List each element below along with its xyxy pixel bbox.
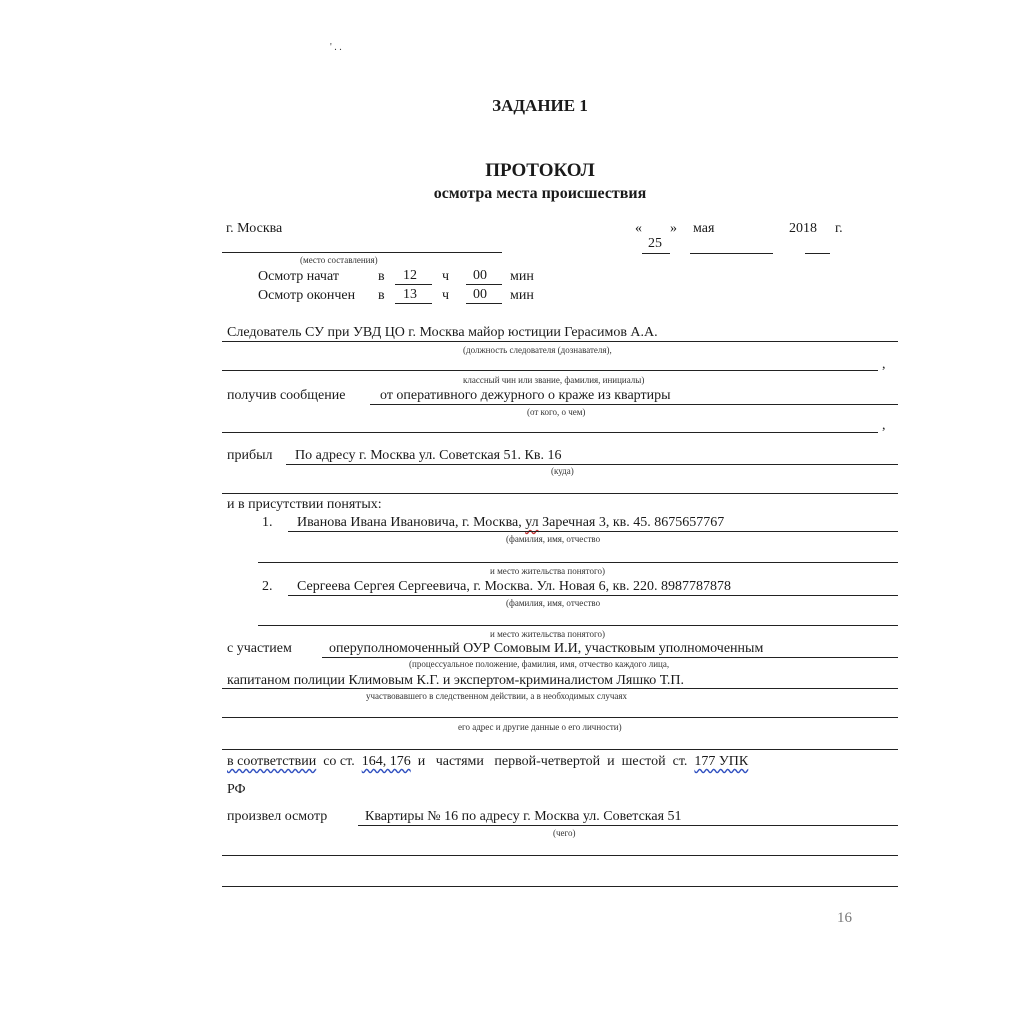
date-month-line [690,253,773,254]
date-year-suffix: г. [835,221,843,236]
participation-label: с участием [227,641,292,656]
protocol-title: ПРОТОКОЛ [485,160,595,181]
witness-2-caption-2: и место жительства понятого) [490,629,605,639]
witness-2-value: Сергеева Сергея Сергеевича, г. Москва. Ул. Новая 6, кв. 220. 8987787878 [297,579,732,594]
start-hour-unit: ч [442,269,450,284]
assignment-title: ЗАДАНИЕ 1 [492,96,588,115]
start-minute-line [466,284,502,285]
witness-2-caption-1: (фамилия, имя, отчество [506,598,601,608]
start-label: Осмотр начат [258,269,339,284]
participation-line-1 [322,657,898,658]
place-caption: (место составления) [300,255,378,265]
end-hour-line [395,303,432,304]
page-number: 16 [837,910,852,926]
witness-2-num: 2. [262,579,273,594]
inspection-label: произвел осмотр [227,809,328,824]
start-minute-unit: мин [510,269,534,284]
protocol-subtitle: осмотра места происшествия [433,185,647,202]
header-marks: ' . . [330,42,342,53]
participation-value-2: капитаном полиции Климовым К.Г. и экспертом-криминалистом Ляшко Т.П. [227,673,684,688]
accordance-word: в соответствии [227,754,317,769]
report-comma: , [882,418,886,433]
end-label: Осмотр окончен [258,288,356,303]
date-month: мая [693,221,715,236]
investigator-line [222,341,898,342]
witness-1-value: Иванова Ивана Ивановича, г. Москва, ул Заречная 3, кв. 45. 8675657767 [297,515,725,530]
participation-value-1: оперуполномоченный ОУР Сомовым И.И, участковым уполномоченным [329,641,764,656]
participation-line-4 [222,749,898,750]
date-year-line [805,253,830,254]
report-value: от оперативного дежурного о краже из квартиры [380,388,671,403]
date-year: 2018 [789,221,817,236]
witness-2-line-2 [258,625,898,626]
witness-2-line [288,595,898,596]
inspection-line-2 [222,855,898,856]
arrived-value: По адресу г. Москва ул. Советская 51. Кв. 16 [295,448,562,463]
place-line [222,252,502,253]
inspection-line-3 [222,886,898,887]
participation-line-2 [222,688,898,689]
arrived-line [286,464,898,465]
inspection-value: Квартиры № 16 по адресу г. Москва ул. Советская 51 [365,809,682,824]
participation-line-3 [222,717,898,718]
end-hour: 13 [403,287,417,302]
end-hour-unit: ч [442,288,450,303]
investigator-value: Следователь СУ при УВД ЦО г. Москва майор юстиции Герасимов А.А. [227,325,658,340]
date-day: 25 [648,236,662,251]
witness-1-line-2 [258,562,898,563]
witness-1-num: 1. [262,515,273,530]
participation-caption-3: его адрес и другие данные о его личности) [458,722,622,732]
participation-caption-2: участвовавшего в следственном действии, а в необходимых случаях [366,691,628,701]
investigator-caption-2: классный чин или звание, фамилия, инициалы) [463,375,645,385]
end-minute-line [466,303,502,304]
start-prep: в [378,269,385,284]
start-hour: 12 [403,268,417,283]
investigator-caption-1: (должность следователя (дознавателя), [463,345,612,355]
arrived-line-2 [222,493,898,494]
end-minute-unit: мин [510,288,534,303]
participation-caption-1: (процессуальное положение, фамилия, имя, отчество каждого лица, [409,659,670,669]
witnesses-label: и в присутствии понятых: [227,497,382,512]
investigator-line-2 [222,370,878,371]
end-minute: 00 [473,287,487,302]
report-line [370,404,898,405]
witness-1-caption-2: и место жительства понятого) [490,566,605,576]
report-caption: (от кого, о чем) [527,407,586,417]
start-hour-line [395,284,432,285]
investigator-comma: , [882,357,886,372]
article-ref-2: 177 УПК [694,754,749,769]
date-day-line [642,253,670,254]
start-minute: 00 [473,268,487,283]
witness-1-caption-1: (фамилия, имя, отчество [506,534,601,544]
inspection-caption: (чего) [553,828,576,838]
report-label: получив сообщение [227,388,346,403]
arrived-label: прибыл [227,448,273,463]
end-prep: в [378,288,385,303]
date-open-quote: « [635,221,642,236]
accordance-rf: РФ [227,782,246,797]
arrived-caption: (куда) [551,466,574,476]
article-ref-1: 164, 176 [361,754,411,769]
date-close-quote: » [670,221,677,236]
witness-1-line [288,531,898,532]
place-value: г. Москва [226,221,283,236]
report-line-2 [222,432,878,433]
accordance-line: в соответствии со ст. 164, 176 и частями первой-четвертой и шестой ст. 177 УПК [227,754,749,769]
inspection-line [358,825,898,826]
